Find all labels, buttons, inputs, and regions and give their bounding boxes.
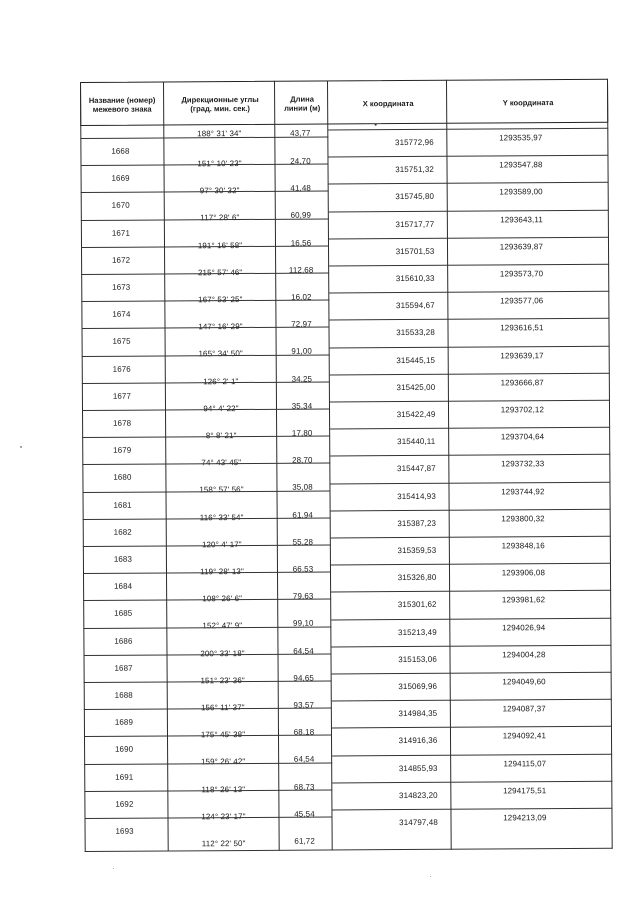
segment-length: 17,80	[291, 428, 313, 438]
segment-angle: 126° 2' 1"	[203, 376, 239, 386]
point-y: 1293704,64	[500, 432, 545, 442]
point-x: 315414,93	[397, 491, 436, 501]
point-x: 315533,28	[396, 328, 435, 338]
point-x: 314984,35	[398, 709, 438, 719]
first-segment-angle: 188° 31' 34"	[197, 129, 242, 139]
point-y: 1293848,16	[501, 541, 545, 551]
segment-length: 61,94	[292, 510, 313, 520]
segment-angle: 120° 4' 17"	[201, 539, 242, 550]
point-y: 1293616,51	[500, 323, 544, 333]
coord-row-divider	[329, 291, 609, 294]
point-x: 315751,32	[395, 165, 434, 175]
point-y: 1293800,32	[501, 513, 545, 524]
point-name: 1691	[115, 772, 134, 782]
segment-length: 112,68	[288, 265, 314, 275]
coord-row-divider	[331, 617, 611, 620]
point-x: 314916,36	[398, 736, 438, 746]
point-x: 315326,80	[397, 573, 437, 583]
coord-row-divider	[330, 481, 610, 484]
coord-row-divider	[328, 128, 608, 131]
point-name: 1676	[112, 364, 131, 374]
segment-length: 24,70	[290, 156, 311, 166]
segment-angle: 200° 33' 18"	[200, 648, 245, 658]
segment-angle: 215° 57' 46"	[197, 267, 243, 278]
scan-speck	[430, 876, 431, 877]
point-y: 1293573,70	[499, 269, 544, 279]
point-y: 1293547,88	[499, 160, 543, 170]
point-name: 1672	[111, 255, 131, 265]
point-x: 315422,49	[396, 409, 436, 420]
point-y: 1294092,41	[502, 731, 547, 741]
point-name: 1684	[113, 581, 133, 591]
coord-row-divider	[331, 536, 611, 539]
segment-angle: 159° 26' 42"	[200, 757, 246, 767]
segment-angle: 156° 11' 37"	[200, 703, 245, 713]
segment-length: 91,00	[291, 346, 312, 357]
point-y: 1294087,37	[502, 704, 546, 714]
segment-angle: 94° 4' 22"	[203, 403, 239, 414]
segment-length: 64,54	[293, 646, 314, 656]
scan-mark: •	[374, 120, 378, 130]
point-name: 1688	[114, 690, 133, 700]
coord-row-divider	[331, 645, 611, 648]
point-x: 315701,53	[395, 246, 435, 256]
point-x: 315745,80	[395, 192, 435, 202]
point-y: 1293639,17	[500, 350, 544, 361]
segment-length: 72,97	[291, 319, 312, 329]
point-y: 1294004,28	[502, 649, 546, 660]
segment-length: 68,73	[294, 782, 315, 792]
point-name: 1692	[115, 799, 134, 809]
segment-angle: 152° 47' 9"	[202, 621, 243, 631]
coord-row-divider	[329, 264, 609, 267]
coord-row-divider	[328, 155, 608, 158]
segment-angle: 165° 34' 50"	[198, 349, 243, 359]
header-y: Y координата	[502, 97, 554, 107]
point-name: 1671	[111, 228, 131, 238]
point-x: 315153,06	[398, 654, 437, 664]
point-name: 1690	[114, 745, 134, 755]
point-name: 1669	[111, 173, 130, 183]
point-x: 314823,20	[398, 790, 438, 800]
point-y: 1293643,11	[500, 214, 543, 225]
point-y: 1293589,00	[499, 187, 543, 197]
coord-row-divider	[331, 509, 611, 512]
segment-length: 35,34	[291, 401, 313, 411]
point-y: 1293732,33	[501, 459, 545, 469]
coord-row-divider	[331, 590, 611, 593]
coord-row-divider	[332, 753, 612, 756]
point-x: 315594,67	[395, 301, 435, 311]
segment-angle: 147° 16' 29"	[198, 322, 243, 332]
scan-speck	[20, 446, 22, 448]
segment-angle: 116° 33' 54"	[199, 512, 244, 522]
point-y: 1293981,62	[501, 595, 546, 605]
segment-angle: 118° 26' 13"	[201, 784, 246, 794]
segment-length: 94,65	[293, 673, 314, 683]
segment-length: 60,99	[290, 210, 312, 221]
coord-row-divider	[332, 699, 612, 702]
header-x: X координата	[362, 98, 414, 108]
point-x: 314797,48	[399, 817, 438, 828]
segment-length: 93,57	[293, 700, 315, 710]
coord-row-divider	[329, 182, 609, 185]
point-y: 1294049,60	[502, 677, 546, 687]
point-x: 315425,00	[396, 382, 436, 392]
coord-row-divider	[330, 373, 610, 376]
point-name: 1687	[114, 663, 133, 673]
segment-length: 61,72	[294, 836, 315, 846]
point-name: 1682	[113, 527, 132, 537]
segment-angle: 108° 26' 6"	[202, 594, 243, 604]
segment-length: 16,02	[291, 292, 312, 302]
point-name: 1675	[112, 337, 131, 347]
segment-length: 16,56	[290, 238, 312, 248]
segment-length: 35,08	[292, 482, 313, 493]
point-x: 315301,62	[397, 600, 437, 610]
segment-length: 79,63	[292, 591, 314, 601]
scan-speck	[113, 868, 114, 869]
segment-length: 68,18	[293, 727, 315, 737]
table-bottom-border	[85, 848, 613, 852]
point-y: 1294026,94	[502, 622, 546, 633]
segment-length: 34,25	[291, 374, 313, 384]
header-angles: Дирекционные углы (град. мин. сек.)	[181, 94, 259, 114]
coord-row-divider	[332, 672, 612, 675]
point-x: 314855,93	[398, 763, 438, 773]
coord-row-divider	[329, 237, 609, 240]
segment-length: 64,54	[293, 754, 315, 765]
coord-row-divider	[329, 209, 609, 212]
coord-row-divider	[330, 454, 610, 457]
segment-angle: 158° 57' 56"	[199, 485, 244, 495]
segment-angle: 151° 23' 36"	[200, 675, 245, 686]
segment-angle: 117° 28' 6"	[200, 213, 240, 223]
segment-angle: 112° 22' 50"	[201, 839, 246, 849]
point-x: 315610,33	[395, 273, 435, 284]
point-name: 1686	[114, 636, 133, 646]
point-name: 1683	[113, 554, 133, 564]
segment-angle: 191° 16' 58"	[197, 240, 243, 250]
coord-row-divider	[329, 318, 609, 321]
segment-length: 66,53	[292, 564, 314, 574]
point-name: 1677	[112, 391, 132, 401]
coord-row-divider	[330, 400, 610, 403]
point-y: 1293535,97	[499, 133, 543, 143]
point-name: 1685	[114, 609, 133, 619]
coord-row-divider	[332, 808, 612, 811]
point-y: 1293577,06	[500, 296, 544, 306]
segment-angle: 8° 8' 21"	[205, 431, 237, 441]
point-x: 315445,15	[396, 355, 436, 365]
coord-row-divider	[331, 563, 611, 566]
point-y: 1293639,87	[499, 241, 544, 252]
point-name: 1679	[113, 445, 132, 455]
segment-length: 99,10	[293, 618, 314, 629]
point-x: 315717,77	[395, 219, 435, 229]
point-name: 1674	[112, 309, 131, 319]
point-y: 1293744,92	[501, 486, 545, 497]
segment-length: 28,70	[292, 455, 313, 465]
segment-angle: 97° 30' 32"	[199, 186, 240, 196]
point-x: 315387,23	[397, 518, 437, 528]
segment-angle: 167° 53' 25"	[198, 295, 243, 305]
point-y: 1293702,12	[500, 405, 545, 415]
segment-angle: 124° 23' 17"	[201, 811, 246, 822]
segment-angle: 74° 43' 45"	[201, 458, 242, 468]
segment-length: 45,54	[294, 809, 315, 819]
coord-row-divider	[332, 781, 612, 784]
point-y: 1294213,09	[503, 813, 547, 823]
point-x: 315772,96	[394, 137, 434, 148]
point-y: 1293906,08	[501, 568, 546, 578]
header-length: Длина линии (м)	[284, 94, 321, 113]
coord-row-divider	[330, 345, 610, 348]
table-header	[80, 79, 608, 126]
segment-angle: 119° 28' 13"	[200, 567, 244, 577]
segment-angle: 175° 45' 38"	[200, 730, 246, 740]
coord-row-divider	[332, 726, 612, 729]
name-row-divider	[80, 136, 328, 139]
first-segment-length: 43,77	[290, 128, 311, 138]
point-x: 315359,53	[397, 545, 437, 556]
point-name: 1673	[112, 282, 131, 292]
segment-angle: 151° 10' 23"	[197, 159, 242, 169]
point-x: 315213,49	[397, 627, 437, 637]
point-name: 1681	[113, 500, 132, 510]
point-y: 1294175,51	[503, 785, 547, 796]
point-x: 315447,87	[396, 464, 436, 474]
point-x: 315440,11	[397, 437, 436, 447]
point-name: 1680	[113, 473, 132, 483]
point-y: 1293666,87	[500, 377, 544, 388]
coordinates-table	[80, 79, 613, 852]
point-name: 1693	[115, 826, 134, 836]
point-y: 1294115,07	[503, 758, 547, 769]
point-name: 1689	[114, 717, 134, 727]
header-name: Название (номер) межевого знака	[88, 95, 156, 114]
segment-length: 41,48	[290, 183, 311, 193]
point-name: 1670	[111, 201, 130, 211]
border-right	[607, 79, 613, 849]
coord-row-divider	[330, 427, 610, 430]
point-name: 1678	[112, 418, 132, 428]
segment-length: 55,28	[292, 537, 314, 547]
point-x: 315069,96	[398, 681, 438, 692]
point-name: 1668	[111, 146, 130, 156]
